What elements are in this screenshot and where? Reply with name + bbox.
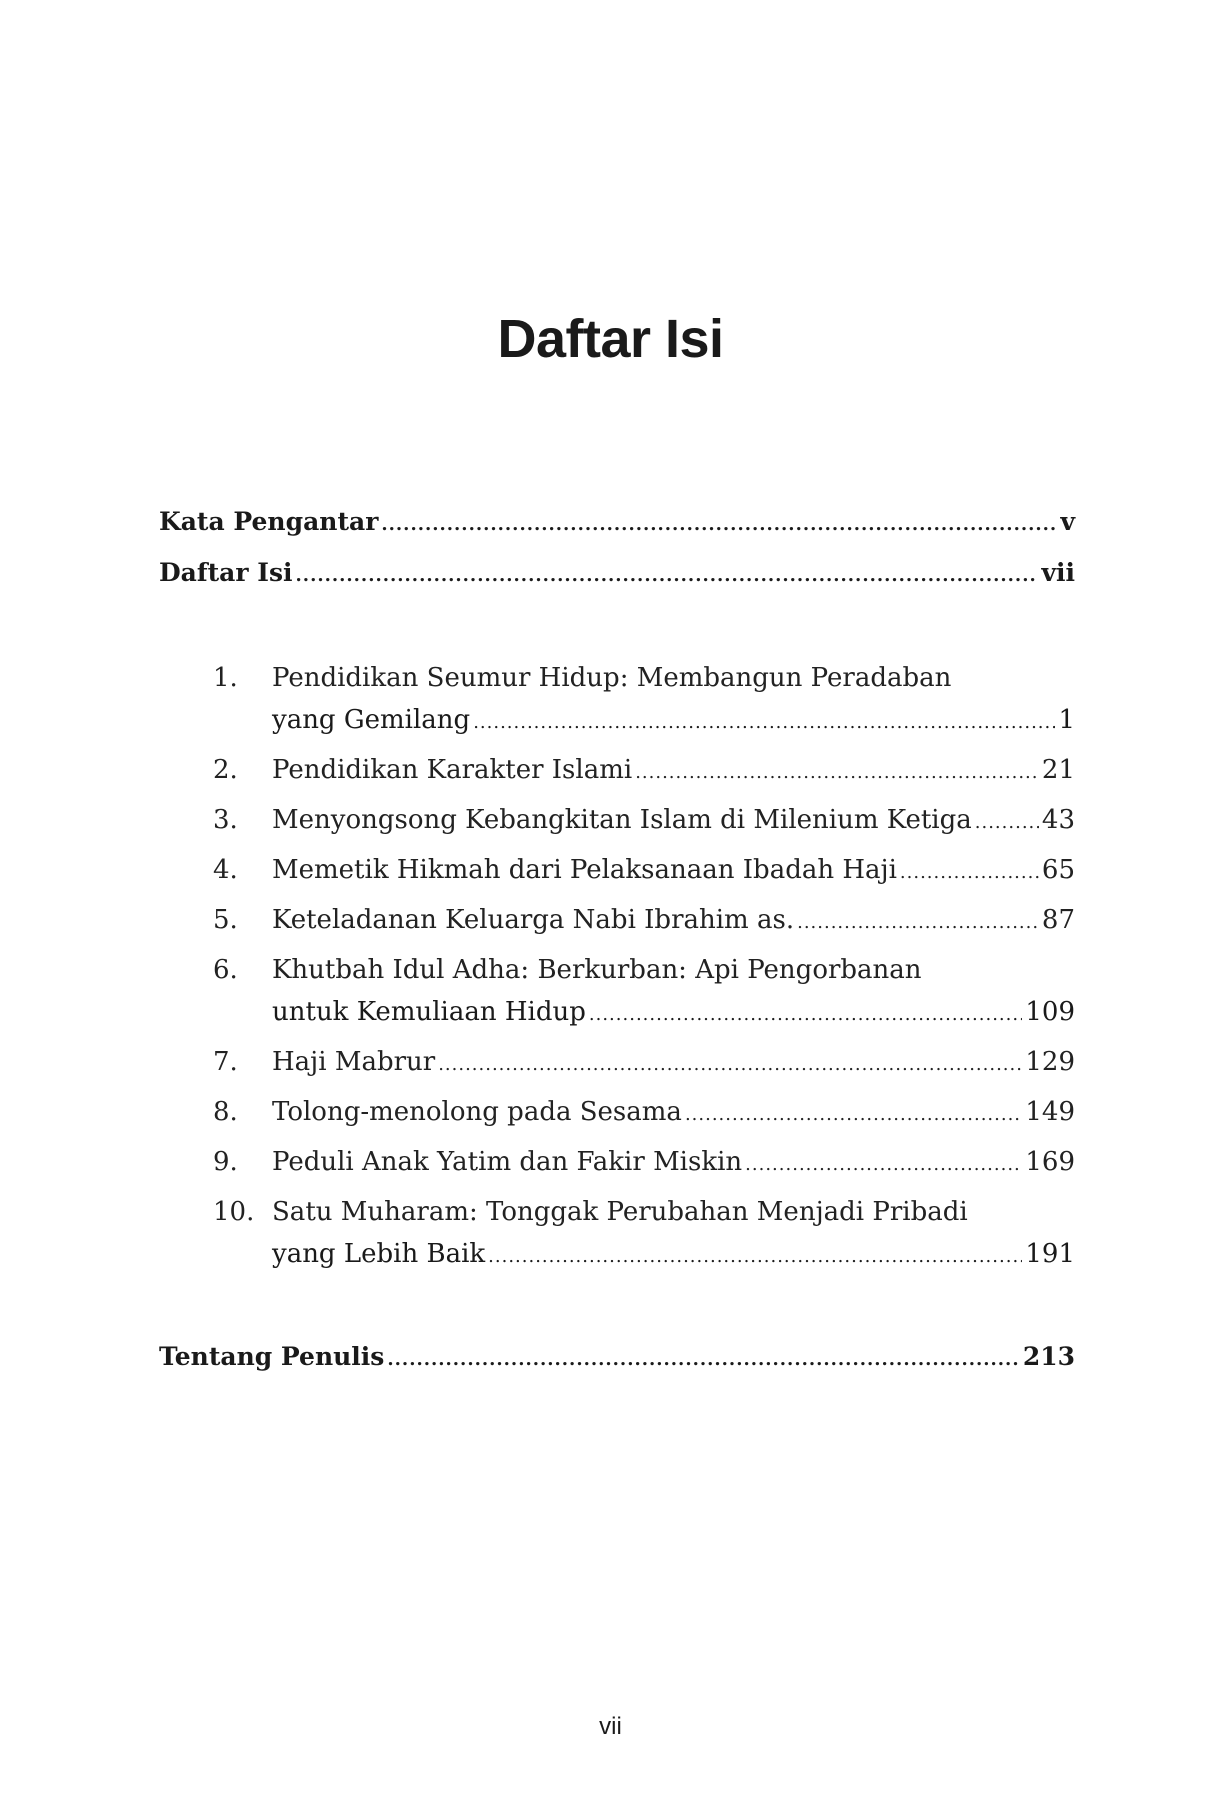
chapter-number: 2.	[213, 755, 238, 785]
chapter-title: Haji Mabrur	[272, 1047, 436, 1077]
toc-leader-dots	[685, 1099, 1022, 1131]
chapter-number: 9.	[213, 1147, 238, 1177]
chapter-entry-4	[272, 854, 1075, 886]
toc-leader-dots	[589, 999, 1022, 1031]
chapter-number: 4.	[213, 855, 238, 885]
chapter-number: 6.	[213, 955, 238, 985]
chapter-title: Pendidikan Karakter Islami	[272, 755, 633, 785]
chapter-title: Pendidikan Seumur Hidup: Membangun Peradaban	[272, 663, 952, 693]
toc-leader-dots	[635, 757, 1039, 789]
toc-leader-dots	[387, 1344, 1019, 1376]
chapter-title-line	[272, 954, 1075, 986]
toc-leader-dots	[488, 1241, 1022, 1273]
toc-leader-dots	[296, 560, 1039, 592]
chapter-number: 3.	[213, 805, 238, 835]
toc-entry-label: Kata Pengantar	[159, 507, 379, 536]
chapter-number: 5.	[213, 905, 238, 935]
toc-entry-page: 213	[1022, 1342, 1075, 1371]
chapter-page: 87	[1041, 905, 1075, 935]
chapter-page: 191	[1025, 1239, 1075, 1269]
toc-entry-tentang-penulis	[159, 1341, 1075, 1373]
chapter-entry-8	[272, 1096, 1075, 1128]
chapter-title-line	[272, 662, 1075, 694]
chapter-title: Satu Muharam: Tonggak Perubahan Menjadi Pribadi	[272, 1197, 968, 1227]
chapter-page: 43	[1041, 805, 1075, 835]
chapter-page: 129	[1025, 1047, 1075, 1077]
chapter-title-continued: untuk Kemuliaan Hidup	[272, 997, 586, 1027]
chapter-number: 8.	[213, 1097, 238, 1127]
chapter-number: 10.	[213, 1197, 255, 1227]
chapter-page: 169	[1025, 1147, 1075, 1177]
chapter-number: 7.	[213, 1047, 238, 1077]
chapter-title: Keteladanan Keluarga Nabi Ibrahim as.	[272, 905, 795, 935]
chapter-page: 65	[1041, 855, 1075, 885]
chapter-entry-5	[272, 904, 1075, 936]
chapter-title: Memetik Hikmah dari Pelaksanaan Ibadah Haji	[272, 855, 897, 885]
toc-leader-dots	[900, 857, 1039, 889]
chapter-title: Khutbah Idul Adha: Berkurban: Api Pengorbanan	[272, 955, 922, 985]
chapter-title: Tolong-menolong pada Sesama	[272, 1097, 682, 1127]
toc-leader-dots	[745, 1149, 1022, 1181]
page-title: Daftar Isi	[497, 309, 724, 369]
chapter-page: 1	[1058, 705, 1075, 735]
page-number: vii	[599, 1713, 622, 1740]
chapter-title-line	[272, 1196, 1075, 1228]
chapter-entry-6	[272, 996, 1075, 1028]
chapter-title: Peduli Anak Yatim dan Fakir Miskin	[272, 1147, 743, 1177]
toc-entry-page: v	[1060, 507, 1075, 536]
toc-leader-dots	[473, 707, 1055, 739]
toc-entry-label: Tentang Penulis	[159, 1342, 385, 1371]
chapter-entry-10	[272, 1238, 1075, 1270]
toc-entry-kata-pengantar	[159, 506, 1075, 538]
toc-leader-dots	[975, 807, 1039, 839]
chapter-entry-9	[272, 1146, 1075, 1178]
chapter-title: Menyongsong Kebangkitan Islam di Milenium Ketiga	[272, 805, 972, 835]
chapter-title-continued: yang Gemilang	[272, 705, 471, 735]
chapter-page: 21	[1041, 755, 1075, 785]
chapter-page: 109	[1025, 997, 1075, 1027]
chapter-number: 1.	[213, 663, 238, 693]
chapter-entry-1	[272, 704, 1075, 736]
chapter-entry-2	[272, 754, 1075, 786]
toc-entry-page: vii	[1041, 558, 1075, 587]
chapter-entry-7	[272, 1046, 1075, 1078]
toc-leader-dots	[797, 907, 1039, 939]
chapter-title-continued: yang Lebih Baik	[272, 1239, 486, 1269]
toc-leader-dots	[381, 509, 1057, 541]
chapter-page: 149	[1025, 1097, 1075, 1127]
toc-entry-daftar-isi	[159, 557, 1075, 589]
toc-entry-label: Daftar Isi	[159, 558, 293, 587]
toc-leader-dots	[438, 1049, 1022, 1081]
chapter-entry-3	[272, 804, 1075, 836]
